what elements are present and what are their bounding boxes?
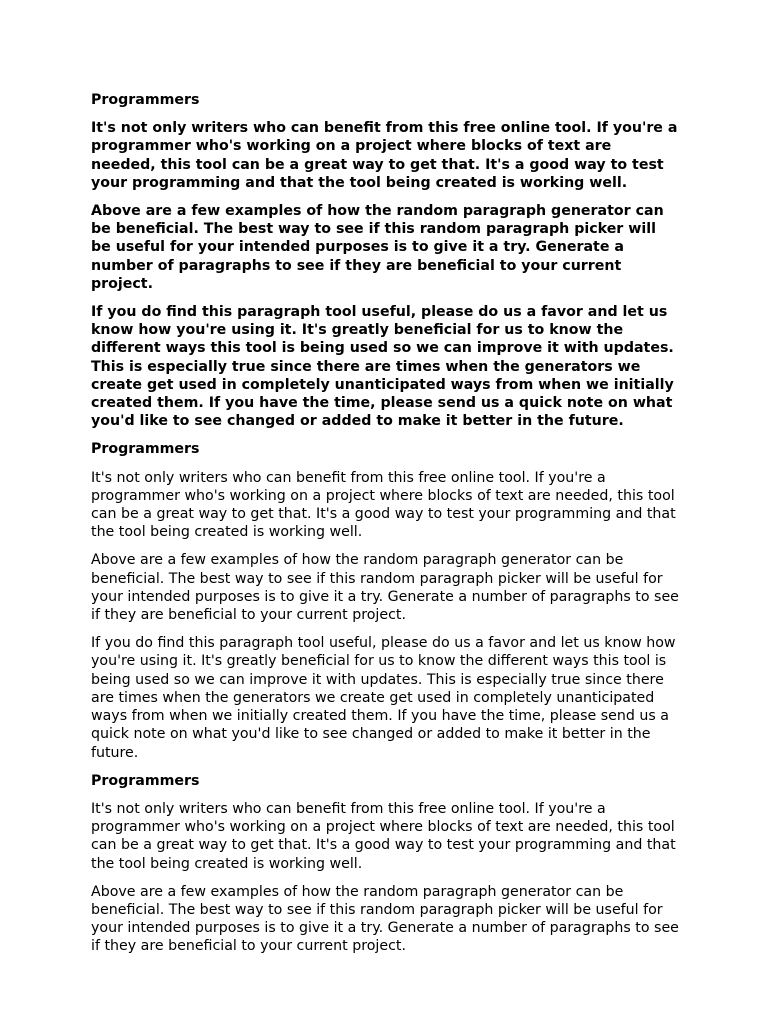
paragraph: It's not only writers who can benefit from this free online tool. If you're a programmer who's working on a project where blocks of text are needed, this tool can be a great way to get that. It's a good way to test your programming and that the tool being created is working well.	[91, 120, 678, 191]
section-heading: Programmers	[91, 772, 200, 789]
paragraph: It's not only writers who can benefit from this free online tool. If you're a programmer who's working on a project where blocks of text are needed, this tool can be a great way to get that. It's a good way to test your programming and that the tool being created is working well.	[91, 469, 676, 541]
section-regular	[91, 440, 679, 761]
document-page	[91, 91, 679, 966]
paragraph: Above are a few examples of how the random paragraph generator can be beneficial. The best way to see if this random paragraph picker will be useful for your intended purposes is to give it a try. Generate a number of paragraphs to see if they are beneficial to your current project.	[91, 552, 679, 624]
section-regular	[91, 772, 679, 956]
paragraph: If you do find this paragraph tool useful, please do us a favor and let us know how you're using it. It's greatly beneficial for us to know the different ways this tool is being used so we can improve it with updates. This is especially true since there are times when the generators we create get used in completely unanticipated ways from when we initially created them. If you have the time, please send us a quick note on what you'd like to see changed or added to make it better in the future.	[91, 304, 674, 430]
section-bold	[91, 91, 679, 430]
paragraph: Above are a few examples of how the random paragraph generator can be beneficial. The best way to see if this random paragraph picker will be useful for your intended purposes is to give it a try. Generate a number of paragraphs to see if they are beneficial to your current project.	[91, 203, 664, 292]
section-heading: Programmers	[91, 92, 200, 108]
paragraph: If you do find this paragraph tool useful, please do us a favor and let us know how you're using it. It's greatly beneficial for us to know the different ways this tool is being used so we can improve it with updates. This is especially true since there are times when the generators we create get used in completely unanticipated ways from when we initially created them. If you have the time, please send us a quick note on what you'd like to see changed or added to make it better in the future.	[91, 635, 676, 761]
paragraph: It's not only writers who can benefit from this free online tool. If you're a programmer who's working on a project where blocks of text are needed, this tool can be a great way to get that. It's a good way to test your programming and that the tool being created is working well.	[91, 800, 676, 872]
paragraph: Above are a few examples of how the random paragraph generator can be beneficial. The best way to see if this random paragraph picker will be useful for your intended purposes is to give it a try. Generate a number of paragraphs to see if they are beneficial to your current project.	[91, 883, 679, 955]
section-heading: Programmers	[91, 441, 200, 458]
